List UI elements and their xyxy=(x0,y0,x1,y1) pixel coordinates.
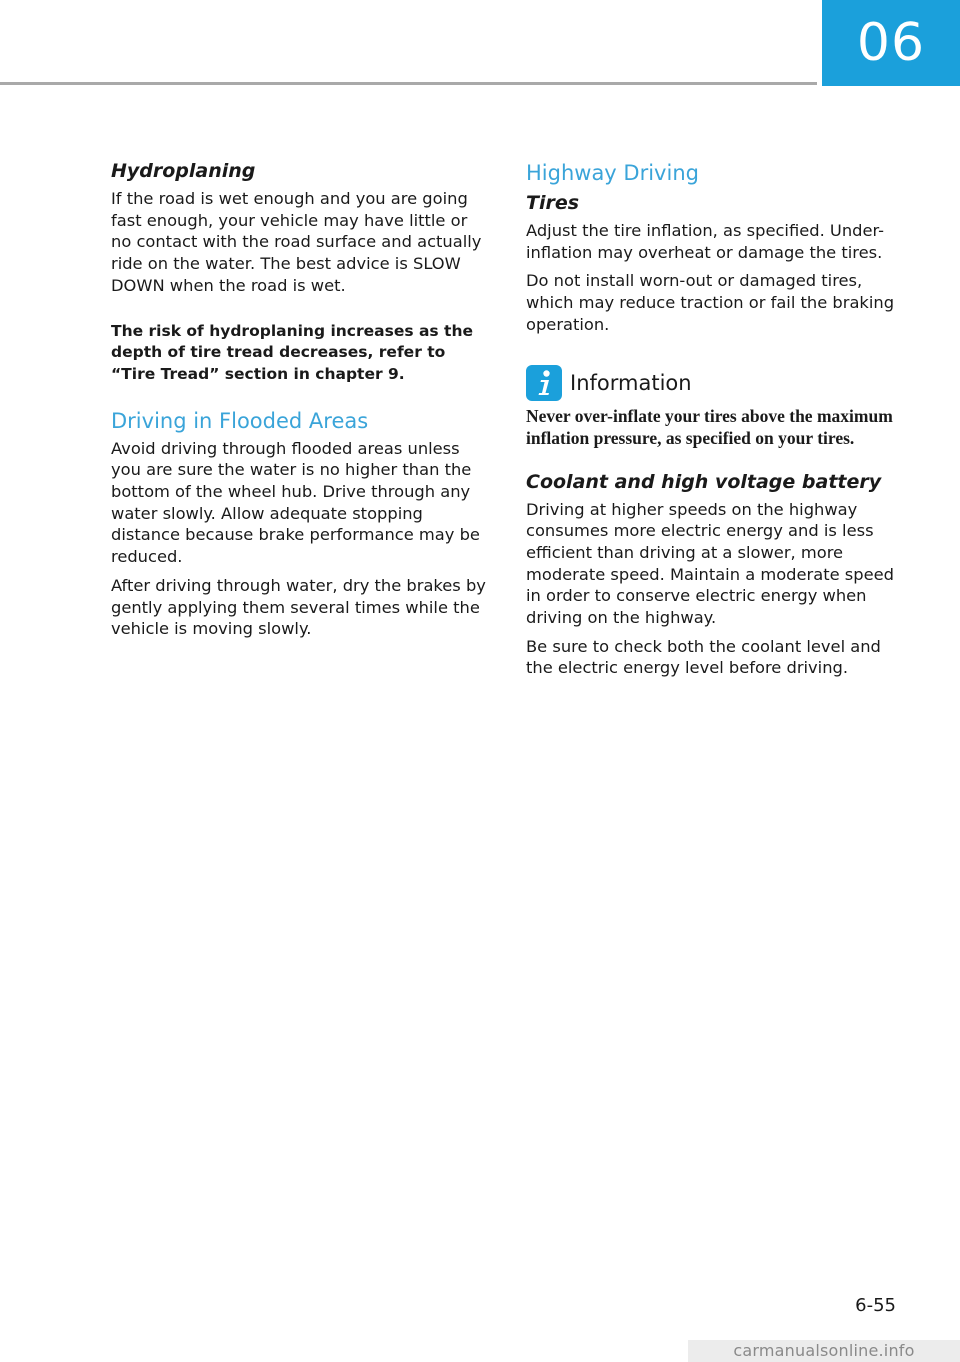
information-title: Information xyxy=(570,370,692,395)
right-column xyxy=(526,158,906,686)
coolant-heading: Coolant and high voltage battery xyxy=(526,470,882,493)
hydroplaning-text: If the road is wet enough and you are going fast enough, your vehicle may have little or no contact with the road surface and actually ride on the water. The best advice is SLOW DOWN when the road is wet. xyxy=(111,189,482,295)
info-icon xyxy=(526,365,562,401)
chapter-tab: 06 xyxy=(822,0,960,86)
left-column xyxy=(111,158,491,647)
coolant-paragraph-1: Driving at higher speeds on the highway consumes more electric energy and is less efficient than driving at a slower, more moderate speed. Maintain a moderate speed in order to conserve electric energy when driving on the highway. xyxy=(526,499,894,628)
flooded-areas-heading: Driving in Flooded Areas xyxy=(111,408,369,433)
information-text: Never over-inflate your tires above the maximum inflation pressure, as specified on your tires. xyxy=(526,405,893,448)
highway-driving-heading: Highway Driving xyxy=(526,161,699,185)
information-header xyxy=(526,365,906,401)
tires-heading: Tires xyxy=(526,192,580,214)
flooded-paragraph-2: After driving through water, dry the brakes by gently applying them several times while the vehicle is moving slowly. xyxy=(111,575,486,639)
tires-paragraph-1: Adjust the tire inflation, as specified. Under-inflation may overheat or damage the tires. xyxy=(526,221,885,262)
flooded-paragraph-1: Avoid driving through flooded areas unless you are sure the water is no higher than the bottom of the wheel hub. Drive through any water slowly. Allow adequate stopping distance because brake performance may be reduced. xyxy=(111,438,480,567)
hydroplaning-heading: Hydroplaning xyxy=(111,160,256,182)
hydroplaning-note: The risk of hydroplaning increases as the depth of tire tread decreases, refer to “Tire Tread” section in chapter 9. xyxy=(111,321,474,383)
tires-paragraph-2: Do not install worn-out or damaged tires, which may reduce traction or fail the braking operation. xyxy=(526,271,895,334)
header-rule xyxy=(0,82,817,85)
coolant-paragraph-2: Be sure to check both the coolant level and the electric energy level before driving. xyxy=(526,636,881,678)
page-number: 6-55 xyxy=(855,1295,896,1316)
watermark: carmanualsonline.info xyxy=(688,1340,960,1362)
